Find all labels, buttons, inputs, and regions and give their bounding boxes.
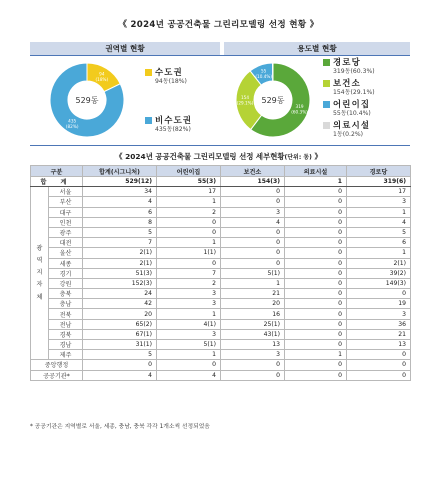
value-cell: 5(1) — [221, 268, 285, 278]
value-cell: 3 — [157, 289, 221, 299]
slice-data-label: 154 — [241, 95, 250, 101]
value-cell: 0 — [157, 258, 221, 268]
value-cell: 13 — [347, 340, 411, 350]
table-row — [31, 258, 411, 268]
total-cell: 1 — [285, 177, 347, 187]
legend-label-health-center: 보건소 — [333, 78, 361, 88]
value-cell: 0 — [221, 227, 285, 237]
value-cell: 0 — [347, 370, 411, 380]
panel-title-usage: 용도별 현황 — [224, 42, 410, 55]
legend-swatch-health-center — [323, 80, 330, 87]
value-cell: 0 — [285, 227, 347, 237]
table-row — [31, 248, 411, 258]
table-row — [31, 350, 411, 360]
table-row — [31, 217, 411, 227]
group-label-char: 지 — [36, 269, 43, 277]
total-cell: 319(6) — [347, 177, 411, 187]
legend-label-capital: 수도권 — [155, 67, 183, 77]
col-header-daycare: 어린이집 — [157, 166, 221, 177]
table-row — [31, 340, 411, 350]
value-cell: 16 — [221, 309, 285, 319]
table-row — [31, 299, 411, 309]
value-cell: 4 — [221, 217, 285, 227]
footnote: * 공공기관은 지역별로 서울, 세종, 충남, 충북 각각 1개소씩 선정되었음 — [30, 424, 210, 430]
value-cell: 0 — [221, 360, 285, 370]
value-cell: 4(1) — [157, 319, 221, 329]
table-row — [31, 329, 411, 339]
value-cell: 0 — [285, 248, 347, 258]
slice-data-label: (29.1%) — [236, 100, 254, 106]
legend-item-senior-center — [323, 57, 375, 75]
value-cell: 25(1) — [221, 319, 285, 329]
value-cell: 0 — [157, 217, 221, 227]
value-cell: 0 — [221, 187, 285, 197]
category-cell: 중앙행정 — [31, 360, 83, 370]
legend-label-senior-center: 경로당 — [333, 57, 361, 67]
legend-value-noncapital: 435동(82%) — [155, 125, 191, 133]
slice-data-label: (82%) — [65, 124, 79, 130]
table-row — [31, 197, 411, 207]
value-cell: 2 — [157, 207, 221, 217]
panel-title-region: 권역별 현황 — [30, 42, 220, 55]
slice-data-label: 435 — [68, 118, 77, 124]
legend-item-capital — [145, 67, 187, 85]
value-cell: 0 — [157, 227, 221, 237]
region-cell: 울산 — [49, 248, 83, 258]
table-row — [31, 360, 411, 370]
value-cell: 13 — [221, 340, 285, 350]
region-cell: 광주 — [49, 227, 83, 237]
value-cell: 39(2) — [347, 268, 411, 278]
total-cell: 55(3) — [157, 177, 221, 187]
value-cell: 5 — [83, 227, 157, 237]
value-cell: 1 — [347, 207, 411, 217]
table-row — [31, 370, 411, 380]
value-cell: 3 — [221, 207, 285, 217]
value-cell: 19 — [347, 299, 411, 309]
value-cell: 1 — [347, 248, 411, 258]
legend-item-noncapital — [145, 115, 192, 133]
legend-swatch-daycare — [323, 101, 330, 108]
total-cell: 529(12) — [83, 177, 157, 187]
value-cell: 0 — [347, 289, 411, 299]
total-label: 합 계 — [31, 177, 83, 187]
value-cell: 4 — [157, 370, 221, 380]
col-header-total: 합계(시그니처) — [83, 166, 157, 177]
value-cell: 3 — [221, 350, 285, 360]
value-cell: 17 — [157, 187, 221, 197]
region-cell: 부산 — [49, 197, 83, 207]
table-row — [31, 278, 411, 288]
table-row — [31, 268, 411, 278]
value-cell: 0 — [285, 370, 347, 380]
value-cell: 31(1) — [83, 340, 157, 350]
value-cell: 3 — [347, 197, 411, 207]
region-cell: 경남 — [49, 340, 83, 350]
value-cell: 2(1) — [83, 248, 157, 258]
value-cell: 43(1) — [221, 329, 285, 339]
value-cell: 0 — [221, 248, 285, 258]
value-cell: 0 — [285, 329, 347, 339]
legend-item-daycare — [323, 99, 371, 117]
legend-swatch-senior-center — [323, 59, 330, 66]
value-cell: 1 — [221, 278, 285, 288]
col-header-health-center: 보건소 — [221, 166, 285, 177]
col-header-category: 구분 — [31, 166, 83, 177]
value-cell: 0 — [285, 197, 347, 207]
legend-value-capital: 94동(18%) — [155, 77, 187, 85]
donut-center-label: 529동 — [75, 96, 99, 105]
legend-swatch-medical — [323, 122, 330, 129]
value-cell: 1 — [285, 350, 347, 360]
value-cell: 20 — [83, 309, 157, 319]
value-cell: 3 — [347, 309, 411, 319]
group-label-char: 광 — [36, 244, 43, 252]
value-cell: 7 — [83, 238, 157, 248]
col-header-medical: 의료시설 — [285, 166, 347, 177]
category-cell: 공공기관* — [31, 370, 83, 380]
value-cell: 21 — [221, 289, 285, 299]
value-cell: 8 — [83, 217, 157, 227]
value-cell: 3 — [157, 329, 221, 339]
region-cell: 인천 — [49, 217, 83, 227]
main-title: 《 2024년 공공건축물 그린리모델링 선정 현황 》 — [118, 20, 319, 30]
table-header-row — [31, 166, 411, 177]
group-label-char: 체 — [36, 293, 43, 301]
detail-table — [30, 165, 411, 381]
value-cell: 6 — [347, 238, 411, 248]
value-cell: 0 — [347, 360, 411, 370]
total-cell: 154(3) — [221, 177, 285, 187]
value-cell: 149(3) — [347, 278, 411, 288]
table-unit: (단위: 동) — [284, 154, 312, 161]
table-row — [31, 289, 411, 299]
value-cell: 0 — [221, 258, 285, 268]
value-cell: 0 — [221, 238, 285, 248]
value-cell: 0 — [285, 187, 347, 197]
value-cell: 3 — [157, 299, 221, 309]
value-cell: 5 — [83, 350, 157, 360]
legend-label-noncapital: 비수도권 — [155, 115, 193, 125]
table-title-main: 《 2024년 공공건축물 그린리모델링 선정 세부현황 — [115, 152, 285, 161]
table-row — [31, 187, 411, 197]
value-cell: 65(2) — [83, 319, 157, 329]
region-cell: 서울 — [49, 187, 83, 197]
table-row — [31, 238, 411, 248]
value-cell: 0 — [285, 217, 347, 227]
table-row — [31, 227, 411, 237]
legend-label-daycare: 어린이집 — [333, 99, 371, 109]
value-cell: 6 — [83, 207, 157, 217]
value-cell: 67(1) — [83, 329, 157, 339]
value-cell: 2(1) — [83, 258, 157, 268]
region-cell: 전남 — [49, 319, 83, 329]
value-cell: 1 — [157, 197, 221, 207]
slice-data-label: (60.3%) — [291, 109, 308, 115]
value-cell: 0 — [285, 258, 347, 268]
slice-data-label: 319 — [295, 103, 304, 109]
table-row — [31, 309, 411, 319]
legend-value-daycare: 55동(10.4%) — [333, 109, 371, 117]
value-cell: 5(1) — [157, 340, 221, 350]
value-cell: 152(3) — [83, 278, 157, 288]
table-title-end: 》 — [311, 152, 322, 161]
legend-value-senior-center: 319동(60.3%) — [333, 67, 375, 75]
value-cell: 0 — [285, 289, 347, 299]
value-cell: 0 — [285, 309, 347, 319]
region-cell: 세종 — [49, 258, 83, 268]
value-cell: 0 — [83, 360, 157, 370]
region-cell: 경기 — [49, 268, 83, 278]
value-cell: 0 — [285, 268, 347, 278]
region-cell: 강원 — [49, 278, 83, 288]
panel-bottom-rule — [30, 145, 410, 146]
region-cell: 전북 — [49, 309, 83, 319]
value-cell: 0 — [285, 207, 347, 217]
value-cell: 1 — [157, 309, 221, 319]
value-cell: 4 — [347, 217, 411, 227]
value-cell: 0 — [285, 238, 347, 248]
region-cell: 제주 — [49, 350, 83, 360]
value-cell: 2 — [157, 278, 221, 288]
group-label-metro — [31, 187, 49, 360]
legend-swatch-capital — [145, 69, 152, 76]
table-row — [31, 319, 411, 329]
region-donut-chart — [42, 60, 132, 140]
value-cell: 20 — [221, 299, 285, 309]
slice-data-label: 94 — [99, 71, 105, 77]
region-cell: 충남 — [49, 299, 83, 309]
legend-value-health-center: 154동(29.1%) — [333, 88, 375, 96]
value-cell: 36 — [347, 319, 411, 329]
panel-top-rule — [30, 55, 410, 56]
slice-data-label: (18%) — [95, 76, 109, 82]
slice-data-label: 55 — [261, 68, 267, 74]
value-cell: 0 — [157, 360, 221, 370]
value-cell: 2(1) — [347, 258, 411, 268]
value-cell: 0 — [347, 350, 411, 360]
value-cell: 0 — [285, 340, 347, 350]
value-cell: 0 — [285, 360, 347, 370]
value-cell: 24 — [83, 289, 157, 299]
region-cell: 대전 — [49, 238, 83, 248]
value-cell: 1 — [157, 350, 221, 360]
region-cell: 대구 — [49, 207, 83, 217]
value-cell: 0 — [285, 319, 347, 329]
total-row — [31, 177, 411, 187]
group-label-char: 자 — [36, 281, 43, 289]
legend-swatch-noncapital — [145, 117, 152, 124]
value-cell: 0 — [285, 278, 347, 288]
value-cell: 0 — [221, 197, 285, 207]
usage-donut-chart — [228, 60, 318, 140]
table-row — [31, 207, 411, 217]
region-cell: 경북 — [49, 329, 83, 339]
col-header-senior-center: 경로당 — [347, 166, 411, 177]
value-cell: 0 — [221, 370, 285, 380]
value-cell: 5 — [347, 227, 411, 237]
value-cell: 21 — [347, 329, 411, 339]
value-cell: 34 — [83, 187, 157, 197]
legend-label-medical: 의료시설 — [333, 120, 371, 130]
value-cell: 4 — [83, 197, 157, 207]
region-cell: 충북 — [49, 289, 83, 299]
legend-value-medical: 1동(0.2%) — [333, 130, 363, 138]
donut-center-label: 529동 — [261, 96, 285, 105]
slice-data-label: (10.4%) — [255, 74, 272, 80]
group-label-char: 역 — [36, 257, 43, 264]
value-cell: 17 — [347, 187, 411, 197]
value-cell: 51(3) — [83, 268, 157, 278]
value-cell: 7 — [157, 268, 221, 278]
value-cell: 4 — [83, 370, 157, 380]
legend-item-health-center — [323, 78, 375, 96]
value-cell: 1(1) — [157, 248, 221, 258]
value-cell: 42 — [83, 299, 157, 309]
value-cell: 0 — [285, 299, 347, 309]
table-title — [0, 151, 437, 162]
value-cell: 1 — [157, 238, 221, 248]
legend-item-medical — [323, 120, 370, 138]
